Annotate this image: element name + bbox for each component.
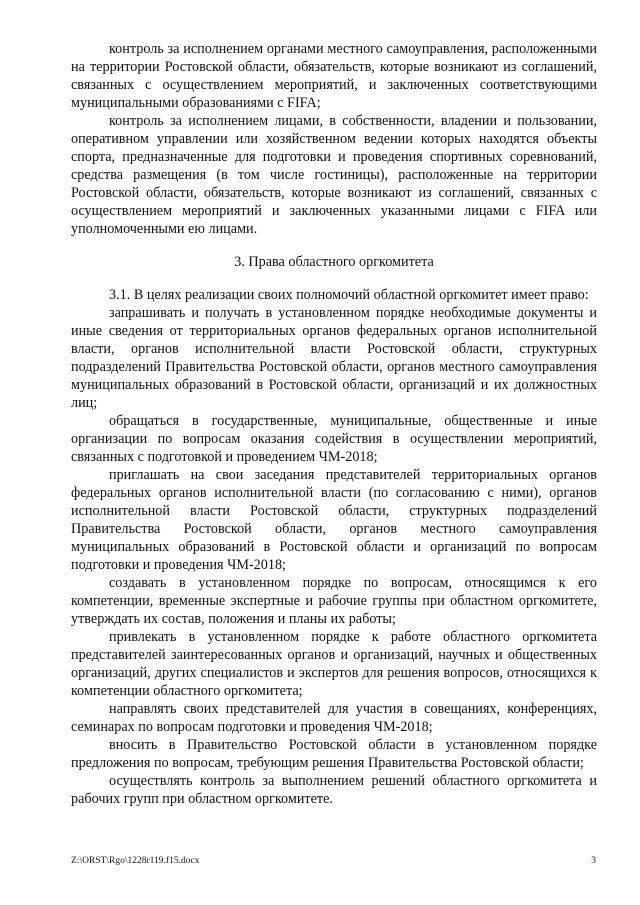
- paragraph-rights-intro: 3.1. В целях реализации своих полномочий областной оргкомитет имеет право:: [109, 287, 589, 303]
- footer-page-number: 3: [591, 856, 596, 866]
- section-heading: 3. Права областного оргкомитета: [234, 254, 434, 270]
- paragraph-invite-representatives: приглашать на свои заседания представителей территориальных органов федеральных органов исполнительной власти (по согласованию с ними), органов исполнительной власти Ростовской области, структурных подразделений Правительства Ростовской области, органов местного самоуправления муниципальных образований в Ростовской области и организаций по вопросам подготовки и проведения ЧМ-2018;: [71, 467, 597, 573]
- paragraph-control-sports-facilities: контроль за исполнением лицами, в собственности, владении и пользовании, оперативном управлении или хозяйственном ведении которых находятся объекты спорта, предназначенные для подготовки и проведения спортивных соревнований, средства размещения (в том числе гостиницы), расположенные на территории Ростовской области, обязательств, которые возникают из соглашений, связанных с осуществлением мероприятий и заключенных указанными лицами с FIFA или уполномоченными ею лицами.: [71, 113, 597, 237]
- paragraph-request-documents: запрашивать и получать в установленном порядке необходимые документы и иные сведения от территориальных органов федеральных органов исполнительной власти, органов исполнительной власти Ростовской области, структурных подразделений Правительства Ростовской области, органов местного самоуправления муниципальных образований в Ростовской области, организаций и их должностных лиц;: [71, 305, 597, 411]
- footer-file-path: Z:\ORST\Rgo\1228r119.f15.docx: [71, 856, 200, 866]
- paragraph-send-representatives: направлять своих представителей для участия в совещаниях, конференциях, семинарах по вопросам подготовки и проведения ЧМ-2018;: [71, 701, 597, 735]
- paragraph-monitor-decisions: осуществлять контроль за выполнением решений областного оргкомитета и рабочих групп при областном оргкомитете.: [71, 773, 597, 807]
- paragraph-involve-experts: привлекать в установленном порядке к работе областного оргкомитета представителей заинтересованных органов и организаций, научных и общественных организаций, других специалистов и экспертов для решения вопросов, относящихся к компетенции областного оргкомитета;: [71, 629, 597, 699]
- document-body: [71, 40, 597, 808]
- paragraph-create-groups: создавать в установленном порядке по вопросам, относящимся к его компетенции, временные экспертные и рабочие группы при областном оргкомитете, утверждать их состав, положения и планы их работы;: [71, 575, 597, 627]
- paragraph-control-local-government: контроль за исполнением органами местного самоуправления, расположенными на территории Ростовской области, обязательств, которые возникают из соглашений, связанных с осуществлением мероприятий, и заключенных соответствующими муниципальными образованиями с FIFA;: [71, 41, 597, 111]
- paragraph-submit-proposals: вносить в Правительство Ростовской области в установленном порядке предложения по вопросам, требующим решения Правительства Ростовской области;: [71, 737, 597, 771]
- paragraph-contact-organizations: обращаться в государственные, муниципальные, общественные и иные организации по вопросам оказания содействия в осуществлении мероприятий, связанных с подготовкой и проведением ЧМ-2018;: [71, 413, 597, 465]
